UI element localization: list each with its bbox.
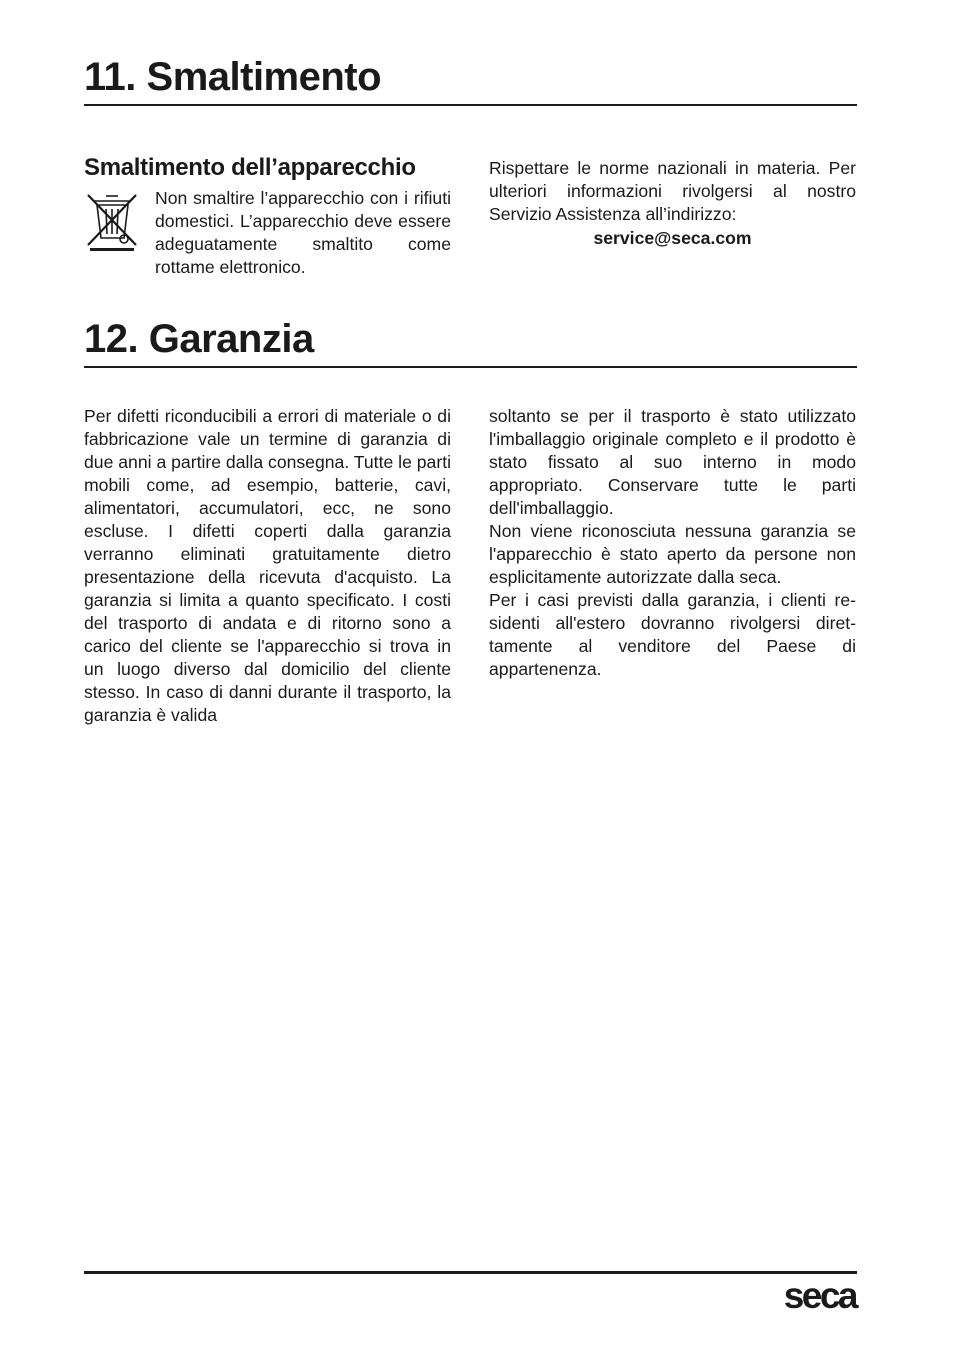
disposal-instructions: Non smaltire l’apparecchio con i rifiuti domestici. L’apparecchio deve essere adeguatamente smaltito come rottame elettronico. bbox=[155, 188, 451, 277]
footer-rule bbox=[84, 1271, 857, 1274]
service-email-link[interactable]: service@seca.com bbox=[593, 228, 752, 248]
warranty-paragraph: Per i casi previsti dalla garanzia, i clienti residenti all'estero dovranno rivolgersi direttamente al venditore del Paese di appartenenza. bbox=[489, 590, 856, 679]
warranty-left-text: Per difetti riconducibili a errori di materiale o di fabbricazione vale un termine di garanzia di due anni a partire dalla consegna. Tutte le parti mobili come, ad esempio, batterie, cavi, alimentatori, accumulatori, ecc, ne sono escluse. I difetti coperti dalla garanzia verranno eliminati gratuitamente dietro presentazione della ricevuta d'acquisto. La garanzia si limita a quanto specificato. I costi del trasporto di andata e di ritorno sono a carico del cliente se l'apparecchio si trova in un luogo diverso dal domicilio del cliente stesso. In caso di danni durante il trasporto, la garanzia è valida bbox=[84, 406, 451, 725]
disposal-regulations bbox=[489, 157, 856, 226]
warranty-left-column bbox=[84, 405, 451, 727]
warranty-right-column bbox=[489, 405, 856, 681]
section-11-rule bbox=[84, 104, 857, 106]
warranty-paragraph: Non viene riconosciuta nessuna garanzia se l'apparecchio è stato aperto da persone non esplicitamente autorizzate dalla seca. bbox=[489, 521, 856, 587]
disposal-regulations-text: Rispettare le norme nazionali in materia. Per ulteriori informazioni rivolgersi al nostro Servizio Assistenza all’indirizzo: bbox=[489, 158, 856, 224]
seca-logo: seca bbox=[783, 1275, 856, 1316]
section-12-title: 12. Garanzia bbox=[84, 317, 314, 361]
section-12-rule bbox=[84, 366, 857, 368]
crossed-out-wheelie-bin-icon bbox=[84, 192, 140, 252]
disposal-subtitle: Smaltimento dell’apparecchio bbox=[84, 154, 416, 181]
section-11-title: 11. Smaltimento bbox=[84, 55, 382, 99]
warranty-paragraph: soltanto se per il trasporto è stato utilizzato l'imballaggio originale completo e il prodotto è stato fissato al suo interno in modo appropriato. Conservare tutte le parti dell'imballaggio. bbox=[489, 406, 856, 518]
